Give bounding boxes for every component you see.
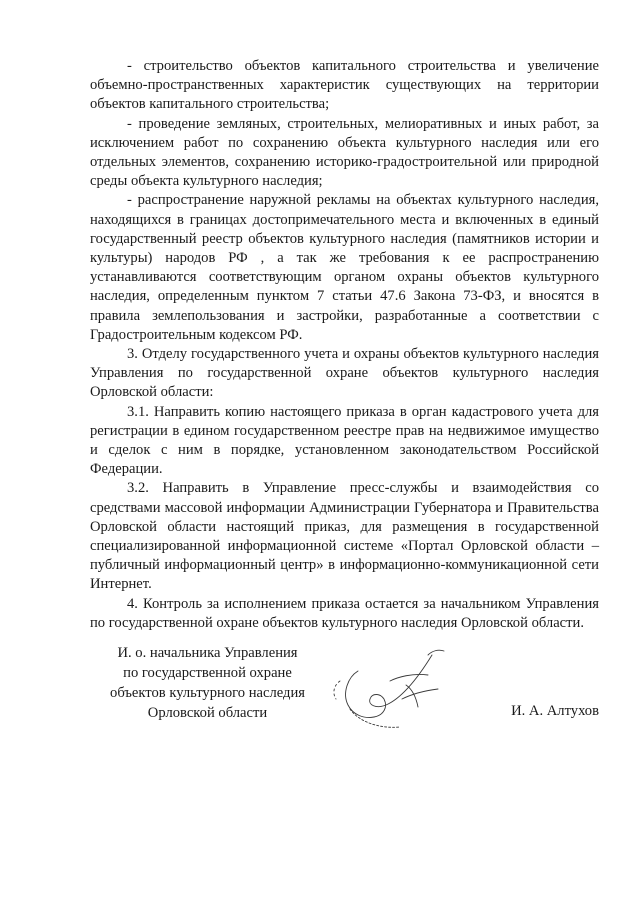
paragraph-item-4: 4. Контроль за исполнением приказа остается за начальником Управления по государственной охране объектов культурного наследия Орловской области.	[90, 595, 599, 631]
signer-name: И. А. Алтухов	[511, 703, 599, 719]
position-line: Орловской области	[147, 705, 268, 721]
handwritten-signature	[328, 641, 458, 731]
paragraph-earthworks: - проведение земляных, строительных, мелиоративных и иных работ, за исключением работ по сохранению объекта культурного наследия или его отдельных элементов, сохранению историко-градостроительной или природной среды объекта культурного наследия;	[90, 115, 599, 190]
paragraph-item-3-2: 3.2. Направить в Управление пресс-службы и взаимодействия со средствами массовой информации Администрации Губернатора и Правительства Орловской области настоящий приказ, для размещения в государственной специализированной информационной системе «Портал Орловской области – публичный информационный центр» в информационно-коммуникационной сети Интернет.	[90, 480, 599, 593]
paragraph-advertising: - распространение наружной рекламы на объектах культурного наследия, находящихся в границах достопримечательного места и включенных в единый государственный реестр объектов культурного наследия (памятников истории и культуры) народов РФ , а так же требования к ее распространению устанавливаются соответствующим органом охраны объектов культурного наследия, определенным пунктом 7 статьи 47.6 Закона 73-ФЗ, и вносятся в правила землепользования и застройки, разработанные а соответствии с Градостроительным кодексом РФ.	[90, 192, 599, 343]
paragraph-construction: - строительство объектов капитального строительства и увеличение объемно-пространственных характеристик существующих на территории объектов капитального строительства;	[90, 58, 599, 113]
position-line: по государственной охране	[123, 665, 292, 681]
document-body	[90, 57, 599, 633]
signatory-position	[90, 643, 325, 723]
paragraph-item-3-1: 3.1. Направить копию настоящего приказа в орган кадастрового учета для регистрации в едином государственном реестре прав на недвижимое имущество и сделок с ним в порядке, установленном законодательством Российской Федерации.	[90, 403, 599, 478]
position-line: объектов культурного наследия	[110, 685, 305, 701]
paragraph-item-3: 3. Отделу государственного учета и охраны объектов культурного наследия Управления по государственной охране объектов культурного наследия Орловской области:	[90, 346, 599, 401]
position-line: И. о. начальника Управления	[117, 645, 298, 661]
